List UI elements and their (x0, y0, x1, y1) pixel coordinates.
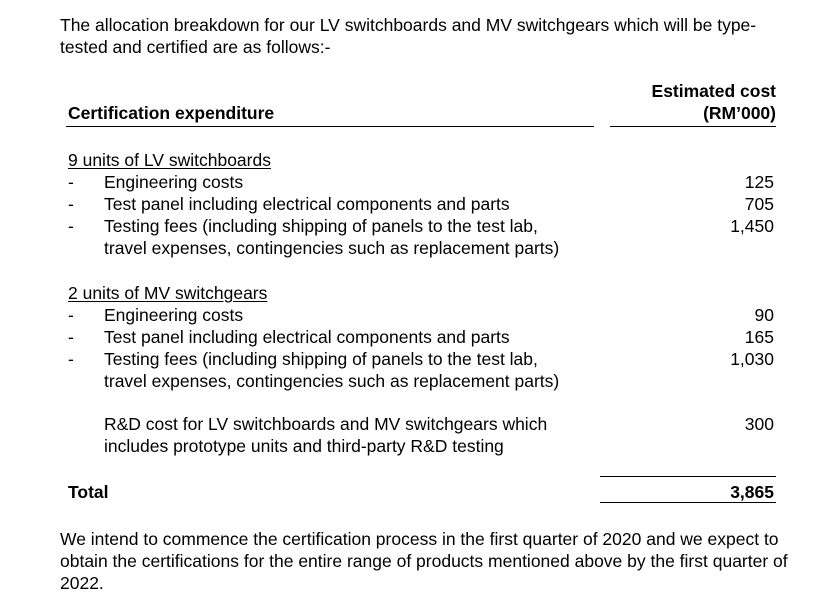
mv-testing-fees-label-line2: travel expenses, contingencies such as replacement parts) (104, 371, 560, 391)
bullet-dash: - (68, 216, 74, 236)
bullet-dash: - (68, 305, 74, 325)
bullet-dash: - (68, 194, 74, 214)
mv-engineering-costs-label: Engineering costs (104, 305, 244, 325)
total-label: Total (68, 482, 109, 502)
rd-cost-label-line2: includes prototype units and third-party R&D testing (104, 436, 504, 456)
rd-cost-value: 300 (744, 414, 774, 434)
bullet-dash: - (68, 349, 74, 369)
bullet-dash: - (68, 172, 74, 192)
lv-testing-fees-label-line2: travel expenses, contingencies such as replacement parts) (104, 238, 560, 258)
header-estimated-cost-line1: Estimated cost (651, 81, 776, 101)
lv-engineering-costs-label: Engineering costs (104, 172, 244, 192)
outro-paragraph: We intend to commence the certification process in the first quarter of 2020 and we expect to obtain the certifications for the entire range of products mentioned above by the first quarter of 2022. (60, 529, 788, 593)
mv-testing-fees-label-line1: Testing fees (including shipping of panels to the test lab, (104, 349, 538, 369)
mv-test-panel-value: 165 (744, 327, 774, 347)
header-rule-left (66, 126, 594, 127)
rd-cost-label-line1: R&D cost for LV switchboards and MV switchgears which (104, 414, 548, 434)
total-top-rule (600, 476, 776, 477)
intro-paragraph: The allocation breakdown for our LV switchboards and MV switchgears which will be type-tested and certified are as follows:- (60, 15, 757, 57)
lv-test-panel-label: Test panel including electrical components and parts (104, 194, 510, 214)
mv-engineering-costs-value: 90 (754, 305, 774, 325)
lv-test-panel-value: 705 (744, 194, 774, 214)
header-estimated-cost (610, 80, 776, 124)
header-rule-right (610, 126, 776, 127)
total-bottom-rule (600, 502, 776, 503)
header-certification-expenditure: Certification expenditure (68, 103, 275, 123)
header-estimated-cost-unit: (RM’000) (703, 103, 776, 123)
section-title-lv-switchboards: 9 units of LV switchboards (68, 150, 271, 170)
mv-test-panel-label: Test panel including electrical components and parts (104, 327, 510, 347)
section-title-mv-switchgears: 2 units of MV switchgears (68, 283, 268, 303)
mv-testing-fees-value: 1,030 (730, 349, 774, 369)
lv-engineering-costs-value: 125 (744, 172, 774, 192)
total-value: 3,865 (730, 482, 774, 502)
bullet-dash: - (68, 327, 74, 347)
lv-testing-fees-label-line1: Testing fees (including shipping of panels to the test lab, (104, 216, 538, 236)
lv-testing-fees-value: 1,450 (730, 216, 774, 236)
